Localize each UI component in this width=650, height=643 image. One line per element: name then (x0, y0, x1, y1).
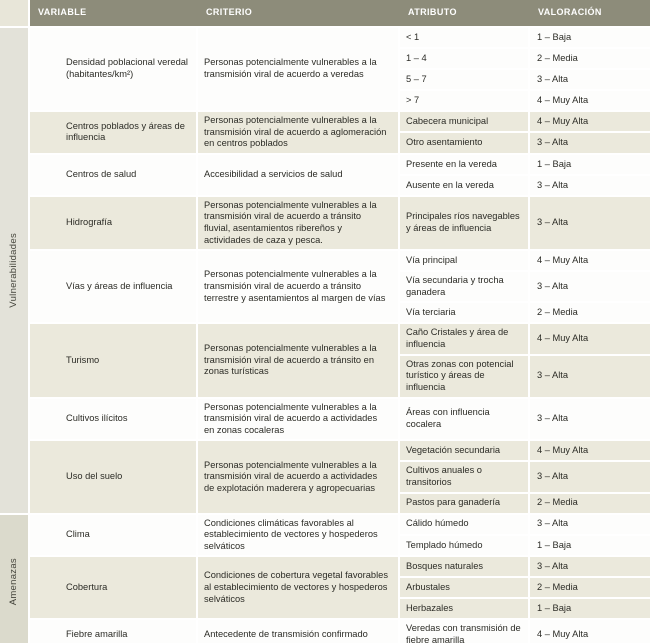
atributo-cell: Cálido húmedo (400, 515, 528, 534)
valoracion-cell: 3 – Alta (530, 462, 650, 491)
variable-cell: Cultivos ilícitos (30, 399, 196, 440)
valoracion-cell: 4 – Muy Alta (530, 441, 650, 460)
valoracion-cell: 1 – Baja (530, 155, 650, 174)
column-header-atributo: ATRIBUTO (400, 0, 528, 26)
column-header-criterio: CRITERIO (198, 0, 398, 26)
variable-cell: Turismo (30, 324, 196, 396)
atributo-cell: Pastos para ganadería (400, 494, 528, 513)
criterio-cell: Antecedente de transmisión confirmado (198, 620, 398, 643)
variable-cell: Centros poblados y áreas de influencia (30, 112, 196, 153)
atributo-cell: Cultivos anuales o transitorios (400, 462, 528, 491)
valoracion-cell: 1 – Baja (530, 28, 650, 47)
atributo-cell: Otro asentamiento (400, 133, 528, 152)
criterio-cell: Condiciones de cobertura vegetal favorables al establecimiento de vectores y hospederos selváticos (198, 557, 398, 618)
atributo-cell: Herbazales (400, 599, 528, 618)
atributo-cell: Cabecera municipal (400, 112, 528, 131)
valoracion-cell: 3 – Alta (530, 515, 650, 534)
criterio-cell: Personas potencialmente vulnerables a la transmisión viral de acuerdo a actividades de explotación maderera y agropecuarias (198, 441, 398, 512)
variable-cell: Fiebre amarilla (30, 620, 196, 643)
valoracion-cell: 3 – Alta (530, 399, 650, 440)
atributo-cell: < 1 (400, 28, 528, 47)
valoracion-cell: 4 – Muy Alta (530, 620, 650, 643)
variable-cell: Centros de salud (30, 155, 196, 195)
valoracion-cell: 4 – Muy Alta (530, 324, 650, 353)
criterio-cell: Personas potencialmente vulnerables a la transmisión viral de acuerdo a tránsito terrestre y asentamientos al margen de vías (198, 251, 398, 322)
variable-cell: Hidrografía (30, 197, 196, 249)
atributo-cell: > 7 (400, 91, 528, 110)
valoracion-cell: 3 – Alta (530, 272, 650, 301)
atributo-cell: Caño Cristales y área de influencia (400, 324, 528, 353)
variable-cell: Cobertura (30, 557, 196, 618)
criterio-cell: Personas potencialmente vulnerables a la transmisión viral de acuerdo a actividades en zonas cocaleras (198, 399, 398, 440)
criterio-cell: Accesibilidad a servicios de salud (198, 155, 398, 195)
atributo-cell: 1 – 4 (400, 49, 528, 68)
column-header-variable: VARIABLE (30, 0, 196, 26)
criterio-cell: Condiciones climáticas favorables al establecimiento de vectores y hospederos selváticos (198, 515, 398, 556)
atributo-cell: Presente en la vereda (400, 155, 528, 174)
section-label-amenazas: Amenazas (0, 515, 28, 643)
atributo-cell: Vía principal (400, 251, 528, 270)
valoracion-cell: 1 – Baja (530, 536, 650, 555)
valoracion-cell: 2 – Media (530, 494, 650, 513)
atributo-cell: Áreas con influencia cocalera (400, 399, 528, 440)
atributo-cell: Vía terciaria (400, 303, 528, 322)
valoracion-cell: 4 – Muy Alta (530, 112, 650, 131)
corner-cell (0, 0, 28, 26)
atributo-cell: Templado húmedo (400, 536, 528, 555)
atributo-cell: Arbustales (400, 578, 528, 597)
valoracion-cell: 3 – Alta (530, 70, 650, 89)
atributo-cell: Otras zonas con potencial turístico y áreas de influencia (400, 356, 528, 397)
atributo-cell: Veredas con transmisión de fiebre amarilla (400, 620, 528, 643)
variable-cell: Densidad poblacional veredal (habitantes/km²) (30, 28, 196, 110)
valoracion-cell: 3 – Alta (530, 557, 650, 576)
valoracion-cell: 3 – Alta (530, 133, 650, 152)
atributo-cell: Ausente en la vereda (400, 176, 528, 195)
valoracion-cell: 4 – Muy Alta (530, 91, 650, 110)
criterio-cell: Personas potencialmente vulnerables a la transmisión viral de acuerdo a tránsito fluvial, asentamientos ribereños y actividades de caza y pesca. (198, 197, 398, 249)
atributo-cell: Vegetación secundaria (400, 441, 528, 460)
atributo-cell: Bosques naturales (400, 557, 528, 576)
valoracion-cell: 2 – Media (530, 303, 650, 322)
criterio-cell: Personas potencialmente vulnerables a la transmisión viral de acuerdo a veredas (198, 28, 398, 110)
valoracion-cell: 4 – Muy Alta (530, 251, 650, 270)
column-header-valoracion: VALORACIÓN (530, 0, 650, 26)
valoracion-cell: 3 – Alta (530, 356, 650, 397)
valoracion-cell: 2 – Media (530, 578, 650, 597)
variable-cell: Vías y áreas de influencia (30, 251, 196, 322)
atributo-cell: 5 – 7 (400, 70, 528, 89)
valoracion-cell: 2 – Media (530, 49, 650, 68)
atributo-cell: Vía secundaria y trocha ganadera (400, 272, 528, 301)
section-label-vulnerabilidades: Vulnerabilidades (0, 28, 28, 513)
atributo-cell: Principales ríos navegables y áreas de influencia (400, 197, 528, 249)
criterio-cell: Personas potencialmente vulnerables a la transmisión viral de acuerdo a aglomeración en centros poblados (198, 112, 398, 153)
variable-cell: Clima (30, 515, 196, 556)
valoracion-cell: 3 – Alta (530, 197, 650, 249)
variable-cell: Uso del suelo (30, 441, 196, 512)
valoracion-cell: 3 – Alta (530, 176, 650, 195)
valoracion-cell: 1 – Baja (530, 599, 650, 618)
criterio-cell: Personas potencialmente vulnerables a la transmisión viral de acuerdo a tránsito en zonas turísticas (198, 324, 398, 396)
